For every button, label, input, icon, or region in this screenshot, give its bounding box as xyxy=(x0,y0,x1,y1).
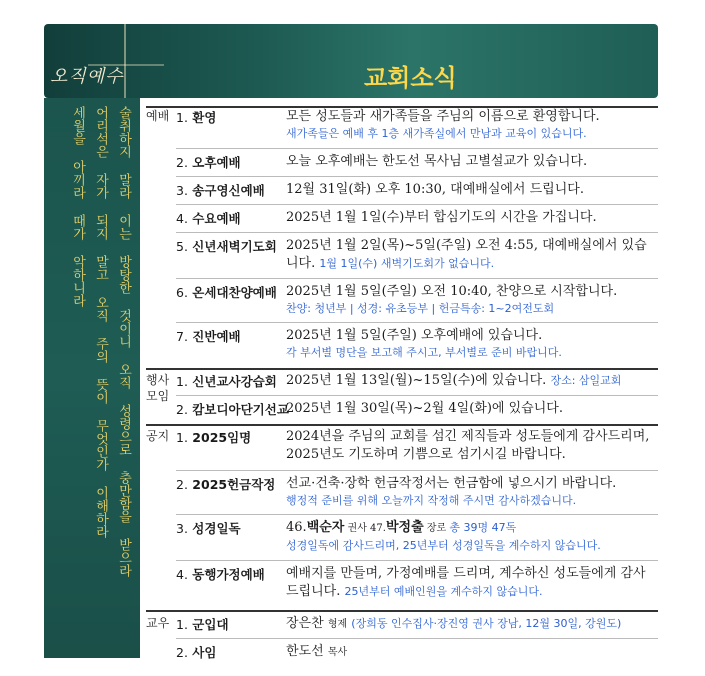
divider xyxy=(176,232,658,233)
divider xyxy=(176,322,658,323)
divider xyxy=(176,395,658,396)
scripture-sidebar xyxy=(44,98,140,658)
item-text: 예배지를 만들며, 가정예배를 드리며, 계수하신 성도들에게 감사드립니다. 25년부터 예배인원을 계수하지 않습니다. xyxy=(286,566,646,599)
item-note: 찬양: 청년부 | 성경: 유초등부 | 헌금특송: 1~2여전도회 xyxy=(286,302,555,315)
scripture-column-3: 세월을 아끼라 때가 악하니라 xyxy=(70,106,85,307)
divider xyxy=(176,148,658,149)
item-text: 2025년 1월 5일(주일) 오후예배에 있습니다. 각 부서별 명단을 보고해 주시고, 부서별로 준비 바랍니다. xyxy=(286,327,656,361)
logo: 오직예수 xyxy=(50,66,124,87)
section-label-worship: 예배 xyxy=(146,109,170,123)
item-note: 행정적 준비를 위해 오늘까지 작정해 주시면 감사하겠습니다. xyxy=(286,494,577,507)
item-text: 2025년 1월 1일(수)부터 합심기도의 시간을 가집니다. xyxy=(286,210,597,225)
item-title: 1. 환영 xyxy=(176,110,217,125)
page-title: 교회소식 xyxy=(364,64,457,92)
divider xyxy=(176,470,658,471)
item-text: 46.백순자 권사 47.박정출 장로 총 39명 47독 성경일독에 감사드리며, 25년부터 성경일독을 계수하지 않습니다. xyxy=(286,519,656,554)
divider xyxy=(176,204,658,205)
item-text: 2024년을 주님의 교회를 섬긴 제직들과 성도들에게 감사드리며, 2025년도 기도하며 기쁨으로 섬기시길 바랍니다. xyxy=(286,429,650,462)
item-text: 2025년 1월 2일(목)~5일(주일) 오전 4:55, 대예배실에서 있습니다. 1월 1일(수) 새벽기도회가 없습니다. xyxy=(286,238,647,271)
item-note: 새가족들은 예배 후 1층 새가족실에서 만남과 교육이 있습니다. xyxy=(286,127,587,140)
item-title: 1. 군입대 xyxy=(176,617,229,632)
item-text: 2025년 1월 5일(주일) 오전 10:40, 찬양으로 시작합니다. 찬양: 청년부 | 성경: 유초등부 | 헌금특송: 1~2여전도회 xyxy=(286,283,656,317)
item-title: 1. 2025임명 xyxy=(176,430,252,445)
divider xyxy=(176,638,658,639)
item-text: 2025년 1월 13일(월)~15일(수)에 있습니다. 장소: 삼일교회 xyxy=(286,373,622,388)
item-title: 2. 오후예배 xyxy=(176,155,241,170)
item-title: 4. 수요예배 xyxy=(176,211,241,226)
item-title: 1. 신년교사강습회 xyxy=(176,374,277,389)
cross-decoration xyxy=(124,24,126,98)
item-title: 4. 동행가정예배 xyxy=(176,567,265,582)
item-title: 5. 신년새벽기도회 xyxy=(176,239,277,254)
item-title: 7. 진반예배 xyxy=(176,329,241,344)
item-note: 장소: 삼일교회 xyxy=(550,374,622,387)
item-text: 모든 성도들과 새가족들을 주님의 이름으로 환영합니다. 새가족들은 예배 후 1층 새가족실에서 만남과 교육이 있습니다. xyxy=(286,108,656,142)
section-divider xyxy=(146,610,658,612)
item-text: 장은찬 형제 (장희동 인수집사·장진영 권사 장남, 12월 30일, 강원도) xyxy=(286,616,622,631)
divider xyxy=(176,560,658,561)
item-note: 25년부터 예배인원을 계수하지 않습니다. xyxy=(344,585,543,598)
scripture-column-1: 술취하지 말라 이는 방탕한 것이니 오직 성령으로 충만함을 받으라 xyxy=(116,106,131,577)
item-title: 3. 성경일독 xyxy=(176,521,241,536)
header-banner xyxy=(44,24,658,98)
section-label-notice: 공지 xyxy=(146,429,170,443)
item-note: 성경일독에 감사드리며, 25년부터 성경일독을 계수하지 않습니다. xyxy=(286,539,601,552)
item-note: 1월 1일(수) 새벽기도회가 없습니다. xyxy=(319,257,495,270)
divider xyxy=(176,278,658,279)
section-divider xyxy=(146,368,658,370)
item-text: 선교·건축·장학 헌금작정서는 헌금함에 넣으시기 바랍니다. 행정적 준비를 위해 오늘까지 작정해 주시면 감사하겠습니다. xyxy=(286,475,656,509)
item-text: 12월 31일(화) 오후 10:30, 대예배실에서 드립니다. xyxy=(286,182,584,197)
item-note: 각 부서별 명단을 보고해 주시고, 부서별로 준비 바랍니다. xyxy=(286,346,562,359)
divider xyxy=(176,176,658,177)
section-label-members: 교우 xyxy=(146,616,170,630)
section-label-events: 행사모임 xyxy=(146,373,170,403)
item-title: 2. 캄보디아단기선교 xyxy=(176,402,289,417)
item-text: 한도선 목사 xyxy=(286,644,348,659)
item-title: 3. 송구영신예배 xyxy=(176,183,265,198)
item-title: 2. 2025헌금작정 xyxy=(176,477,276,492)
item-title: 6. 온세대찬양예배 xyxy=(176,285,277,300)
item-text: 2025년 1월 30일(목)~2월 4일(화)에 있습니다. xyxy=(286,401,563,416)
item-text: 오늘 오후예배는 한도선 목사님 고별설교가 있습니다. xyxy=(286,154,588,169)
scripture-column-2: 어리석은 자가 되지 말고 오직 주의 뜻이 무엇인가 이해하라 xyxy=(93,106,108,538)
section-divider xyxy=(146,424,658,426)
item-title: 2. 사임 xyxy=(176,645,217,660)
divider xyxy=(176,514,658,515)
